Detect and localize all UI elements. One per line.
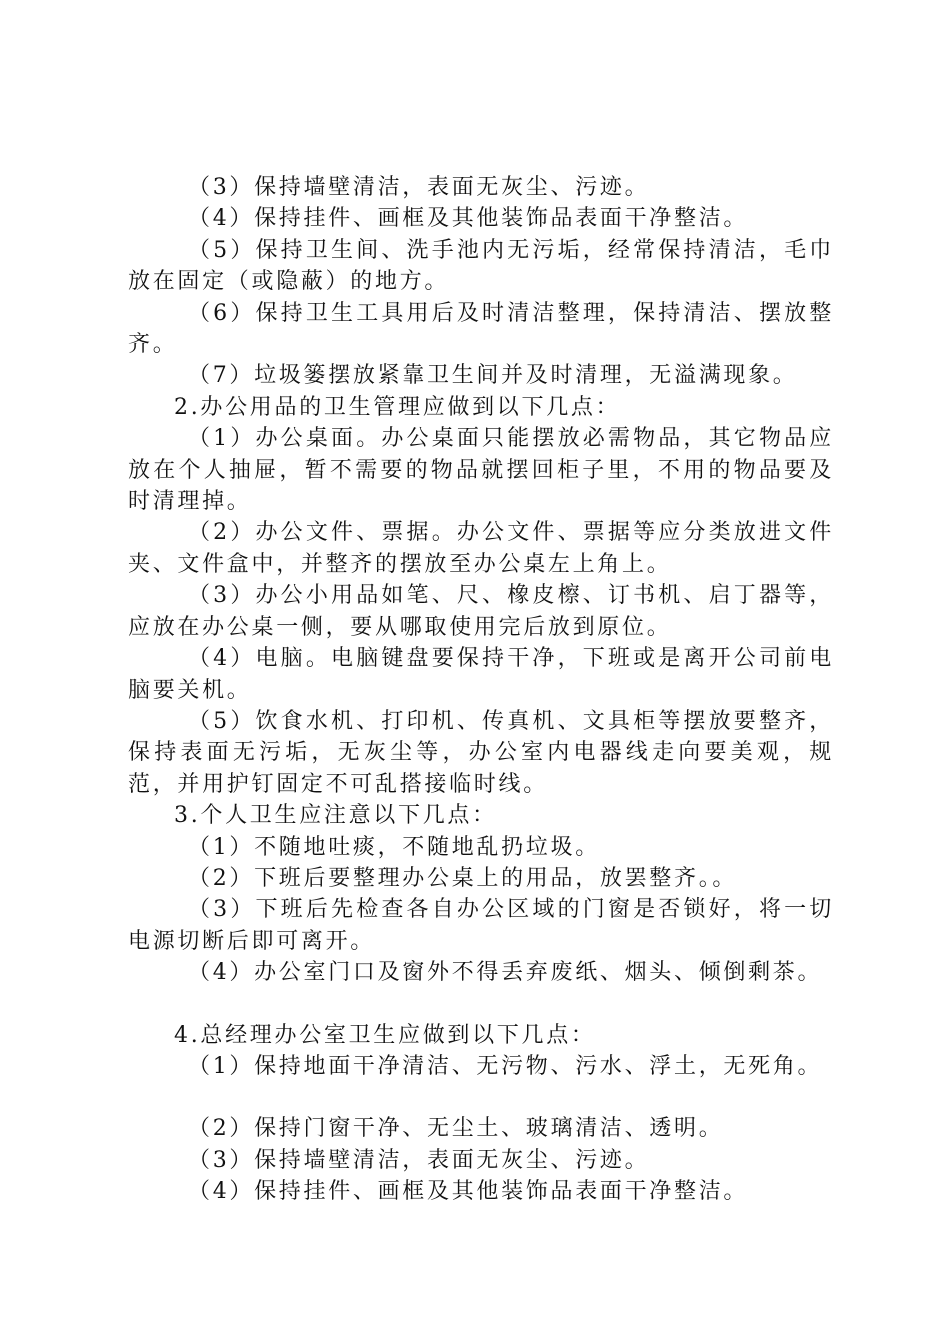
document-body — [128, 172, 834, 1208]
item-4-computer: （4）电脑。电脑键盘要保持干净，下班或是离开公司前电脑要关机。 — [128, 646, 834, 703]
item-1-no-spitting: （1）不随地吐痰，不随地乱扔垃圾。 — [188, 834, 600, 860]
item-3-supplies: （3）办公小用品如笔、尺、橡皮檫、订书机、启丁器等，应放在办公桌一侧，要从哪取使用完后放到原位。 — [128, 583, 834, 640]
item-7-trash: （7）垃圾篓摆放紧靠卫生间并及时清理，无溢满现象。 — [188, 363, 798, 389]
item-3-walls-gm: （3）保持墙壁清洁，表面无灰尘、污迹。 — [188, 1147, 650, 1173]
item-5-appliances: （5）饮食水机、打印机、传真机、文具柜等摆放要整齐，保持表面无污垢，无灰尘等，办公室内电器线走向要美观，规范，并用护钉固定不可乱搭接临时线。 — [128, 708, 834, 797]
item-2-documents: （2）办公文件、票据。办公文件、票据等应分类放进文件夹、文件盒中，并整齐的摆放至办公桌左上角上。 — [128, 520, 834, 577]
item-4-doorway: （4）办公室门口及窗外不得丢弃废纸、烟头、倾倒剩茶。 — [188, 960, 823, 986]
blank-line — [128, 1082, 834, 1113]
item-2-tidy-desk: （2）下班后要整理办公桌上的用品，放罢整齐。。 — [188, 865, 738, 891]
item-3-lock-up: （3）下班后先检查各自办公区域的门窗是否锁好，将一切电源切断后即可离开。 — [128, 897, 834, 954]
item-3-walls: （3）保持墙壁清洁，表面无灰尘、污迹。 — [188, 175, 650, 200]
item-6-tools: （6）保持卫生工具用后及时清洁整理，保持清洁、摆放整齐。 — [128, 300, 834, 358]
item-5-restroom: （5）保持卫生间、洗手池内无污垢，经常保持清洁，毛巾放在固定（或隐蔽）的地方。 — [128, 237, 834, 295]
section-heading-4: 4.总经理办公室卫生应做到以下几点： — [174, 1022, 596, 1048]
item-1-floor: （1）保持地面干净清洁、无污物、污水、浮土，无死角。 — [188, 1053, 823, 1079]
section-heading-2: 2.办公用品的卫生管理应做到以下几点： — [174, 394, 621, 420]
item-4-decorations: （4）保持挂件、画框及其他装饰品表面干净整洁。 — [188, 206, 749, 232]
item-4-decorations-gm: （4）保持挂件、画框及其他装饰品表面干净整洁。 — [188, 1179, 749, 1205]
item-2-windows: （2）保持门窗干净、无尘土、玻璃清洁、透明。 — [188, 1116, 724, 1142]
item-1-desk: （1）办公桌面。办公桌面只能摆放必需物品，其它物品应放在个人抽屉，暂不需要的物品就摆回柜子里，不用的物品要及时清理掉。 — [128, 426, 834, 515]
section-heading-3: 3.个人卫生应注意以下几点： — [174, 803, 497, 829]
blank-line — [128, 989, 834, 1020]
